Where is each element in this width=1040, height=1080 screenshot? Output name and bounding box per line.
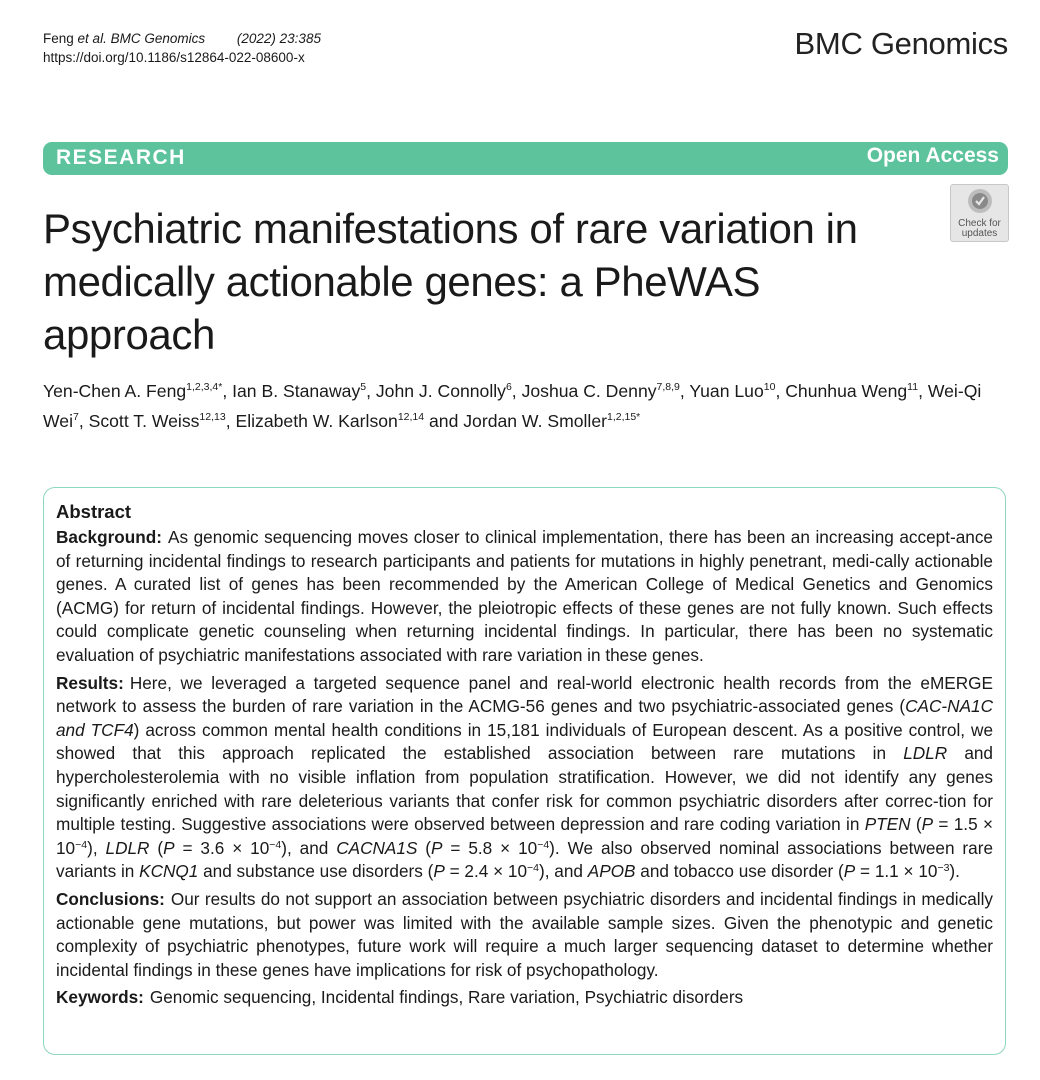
author-entry[interactable] [89,411,226,431]
check-updates-line1: Check for [958,218,1001,229]
p-exponent: −4 [269,838,282,851]
author-name[interactable]: Ian B. Stanaway [232,381,361,401]
gene-name: CAC-NA1C and TCF4 [56,696,993,740]
author-name[interactable]: Jordan W. Smoller [463,411,607,431]
background-label: Background: [56,527,162,547]
author-name[interactable]: Yuan Luo [689,381,764,401]
gene-name: CACNA1S [336,837,418,858]
results-text: and tobacco use disorder ( [635,861,844,882]
author-affiliation: 5 [360,381,367,393]
keywords-label: Keywords: [56,987,144,1008]
cite-author: Feng [43,31,74,46]
results-text: and substance use disorders ( [198,861,434,882]
abstract-results [56,672,993,884]
author-entry[interactable] [463,411,640,431]
citation-line [43,29,321,48]
author-separator: , [511,381,522,401]
p-symbol: P [433,861,445,882]
results-text: ), and [281,837,337,858]
p-value: = 2.4 × 10 [444,861,528,882]
author-separator: , [366,381,376,401]
results-text: ( [417,837,432,858]
author-name[interactable]: Yen-Chen A. Feng [43,381,187,401]
results-text: ), [87,837,106,858]
open-access-label: Open Access [866,144,999,167]
author-affiliation: 7,8,9 [656,381,680,393]
author-entry[interactable] [235,411,424,431]
results-text: Here, we leveraged a targeted sequence panel and real-world electronic health records from the eMERGE network to assess the burden of rare variation in the ACMG-56 genes and two psychiatric-associated genes ( [56,672,993,717]
results-text: ( [149,837,164,858]
cite-journal: BMC Genomics [110,31,206,46]
author-entry[interactable] [376,381,512,401]
check-updates-icon [951,188,1008,219]
p-exponent: −4 [537,838,550,851]
p-exponent: −4 [75,838,88,851]
article-title: Psychiatric manifestations of rare variation in medically actionable genes: a PheWAS approach [43,205,858,358]
author-separator: , [775,381,786,401]
gene-name: PTEN [864,814,911,835]
p-value: = 1.1 × 10 [855,861,938,882]
check-for-updates-button[interactable] [950,184,1009,242]
conclusions-label: Conclusions: [56,888,165,909]
author-affiliation: 1,2,15* [606,411,641,423]
author-separator: , [679,381,690,401]
author-entry[interactable] [785,381,918,401]
gene-name: APOB [587,861,636,882]
results-text: ) across common mental health conditions in 15,181 individuals of European descent. As a positive control, we showed that this approach replicated the established association between rare mutations in [56,719,994,764]
author-separator: , [222,381,233,401]
article-type-bar [43,142,1008,175]
results-text: ( [910,814,922,835]
author-separator: and [424,411,464,431]
abstract-keywords [56,986,993,1010]
p-symbol: P [843,861,856,882]
keywords-text: Genomic sequencing, Incidental findings, Rare variation, Psychiatric disorders [149,987,744,1008]
author-entry[interactable] [522,381,680,401]
author-list [43,376,1018,436]
author-affiliation: 10 [763,381,776,393]
author-affiliation: 11 [907,381,919,393]
p-value: = 1.5 × 10 [56,814,993,858]
p-symbol: P [431,837,443,858]
author-entry[interactable] [43,381,222,401]
p-exponent: −3 [937,862,950,875]
author-separator: , [918,381,928,401]
author-affiliation: 12,14 [397,411,425,423]
gene-name: KCNQ1 [139,861,199,882]
p-exponent: −4 [527,862,539,875]
check-updates-line2: updates [961,228,998,239]
results-text: ). [949,861,960,882]
author-separator: , [225,411,236,431]
cite-volume: (2022) 23:385 [236,31,321,46]
journal-name: BMC Genomics [794,26,1008,61]
background-text: As genomic sequencing moves closer to clinical implementation, there has been an increasing accept-ance of returning incidental findings to research participants and patients for mutations in highly penetrant, medi-cally actionable genes. A curated list of genes has been recommended by the American College of Medical Genetics and Genomics (ACMG) for return of incidental findings. However, the pleiotropic effects of these genes are not fully known. Such effects could complicate genetic counseling when returning incidental findings. In particular, there has been no systematic evaluation of psychiatric manifestations associated with rare variation in these genes. [56,527,993,665]
p-symbol: P [921,814,934,835]
abstract-box [43,487,1006,1055]
p-value: = 5.8 × 10 [442,837,538,858]
author-separator: , [78,411,89,431]
results-text: ), and [539,861,588,882]
abstract-heading: Abstract [56,501,132,522]
p-symbol: P [163,837,175,858]
gene-name: LDLR [903,743,948,764]
author-affiliation: 12,13 [199,411,226,423]
author-name[interactable]: Elizabeth W. Karlson [235,411,398,431]
conclusions-text: Our results do not support an association between psychiatric disorders and incidental findings in medically actionable gene mutations, but power was limited with the available sample sizes. Given the phenotypic and genetic complexity of psychiatric phenotypes, future work will require a much larger sequencing dataset to determine whether incidental findings in these genes have implications for risk of psychopathology. [56,888,993,980]
cite-etal: et al. [77,31,107,46]
abstract-conclusions [56,888,993,982]
article-type-label: RESEARCH [56,146,186,169]
doi-link[interactable]: https://doi.org/10.1186/s12864-022-08600-x [43,50,305,65]
author-affiliation: 1,2,3,4* [186,381,223,393]
p-value: = 3.6 × 10 [174,837,270,858]
author-name[interactable]: Joshua C. Denny [521,381,657,401]
author-name[interactable]: Wei-Qi Wei [43,381,982,431]
results-text: and hypercholesterolemia with no visible inflation from population stratification. However, we did not identify any genes significantly enriched with rare deleterious variants that confer risk for common psychiatric disorders after correc-tion for multiple testing. Suggestive associations were observed between depression and rare coding variation in [56,743,993,835]
author-name[interactable]: Chunhua Weng [785,381,908,401]
results-label: Results: [56,672,124,693]
author-entry[interactable] [689,381,775,401]
abstract-background [56,526,993,668]
results-text: ). We also observed nominal associations between rare variants in [56,837,993,882]
gene-name: LDLR [105,837,150,858]
author-affiliation: 6 [505,381,512,393]
author-name[interactable]: John J. Connolly [375,381,506,401]
author-entry[interactable] [232,381,366,401]
author-affiliation: 7 [72,411,79,423]
citation-header [43,29,321,67]
author-name[interactable]: Scott T. Weiss [88,411,200,431]
